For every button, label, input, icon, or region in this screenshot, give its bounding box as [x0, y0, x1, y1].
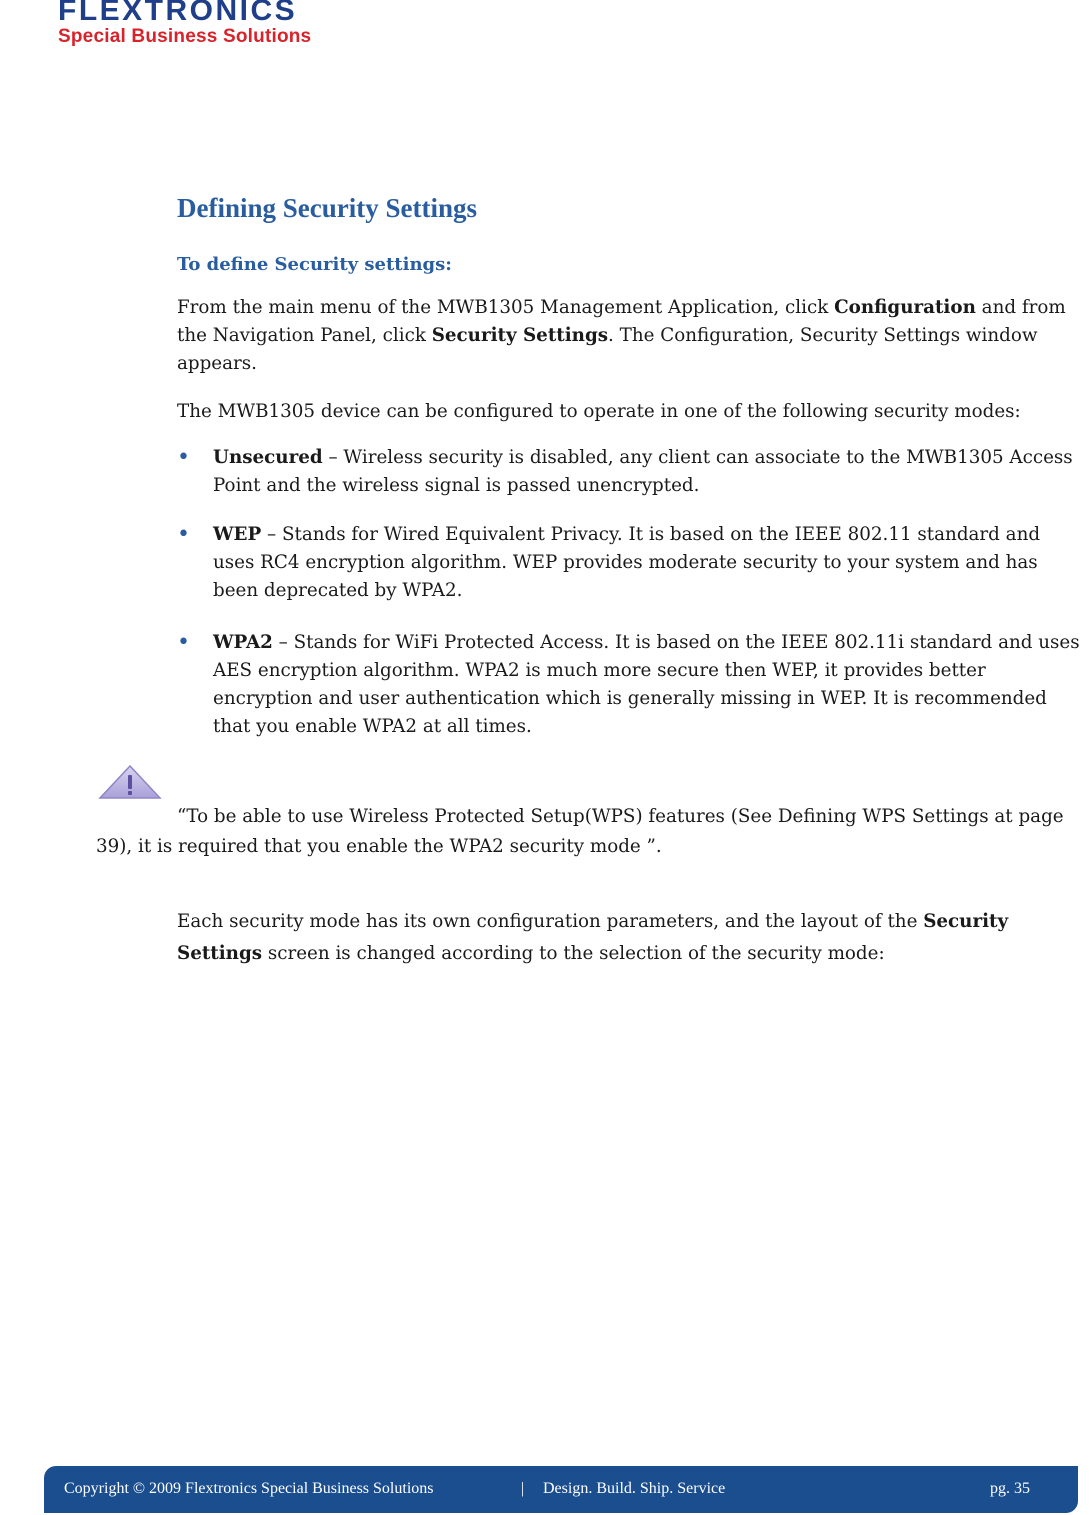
bullet-icon: • [177, 522, 190, 547]
bullet-text [213, 521, 1083, 605]
bullet-description: – Stands for WiFi Protected Access. It is based on the IEEE 802.11i standard and uses AES encryption algorithm. WPA2 is much more secure then WEP, it provides better encryption and user authentication which is generally missing in WEP. It is recommended that you enable WPA2 at all times. [213, 632, 1080, 737]
closing-text-2: screen is changed according to the selection of the security mode: [262, 943, 885, 964]
security-settings-term: Security Settings [177, 911, 1009, 964]
security-settings-term: Security Settings [431, 325, 609, 346]
bullet-description: – Wireless security is disabled, any client can associate to the MWB1305 Access Point and the wireless signal is passed unencrypted. [213, 447, 1073, 496]
footer-copyright: Copyright © 2009 Flextronics Special Business Solutions [64, 1480, 434, 1497]
footer-tagline: Design. Build. Ship. Service [543, 1480, 726, 1497]
footer-separator: | [521, 1480, 525, 1497]
modes-intro: The MWB1305 device can be configured to operate in one of the following security modes: [177, 401, 1021, 422]
bullet-icon: • [177, 630, 190, 655]
logo-tagline: Special Business Solutions [58, 26, 312, 47]
bullet-description: – Stands for Wired Equivalent Privacy. It is based on the IEEE 802.11 standard and uses RC4 encryption algorithm. WEP provides moderate security to your system and has been deprecated by WPA2. [213, 524, 1041, 601]
logo-wordmark: FLEXTRONICS [58, 0, 298, 27]
configuration-term: Configuration [834, 297, 976, 318]
warning-icon [98, 764, 162, 800]
closing-paragraph [177, 906, 1082, 970]
page-title: Defining Security Settings [177, 193, 477, 223]
bullet-term: WPA2 [213, 632, 273, 653]
page-footer [44, 1466, 1078, 1513]
closing-text-1: Each security mode has its own configuration parameters, and the layout of the [177, 911, 924, 932]
page-number: pg. 35 [990, 1480, 1030, 1497]
intro-text-2: and from the Navigation Panel, click [177, 297, 1066, 346]
procedure-heading: To define Security settings: [177, 254, 452, 275]
intro-text-3: . The Configuration, Security Settings window appears. [177, 325, 1038, 374]
bullet-term: WEP [213, 524, 262, 545]
bullet-term: Unsecured [213, 447, 323, 468]
flextronics-logo [58, 0, 328, 52]
bullet-text [213, 444, 1083, 500]
wps-note: “To be able to use Wireless Protected Setup(WPS) features (See Defining WPS Settings at page 39), it is required that you enable the WPA2 security mode ”. [96, 806, 1064, 857]
intro-paragraph [177, 294, 1077, 378]
bullet-icon: • [177, 445, 190, 470]
intro-text-1: From the main menu of the MWB1305 Management Application, click [177, 297, 835, 318]
bullet-text [213, 629, 1083, 741]
